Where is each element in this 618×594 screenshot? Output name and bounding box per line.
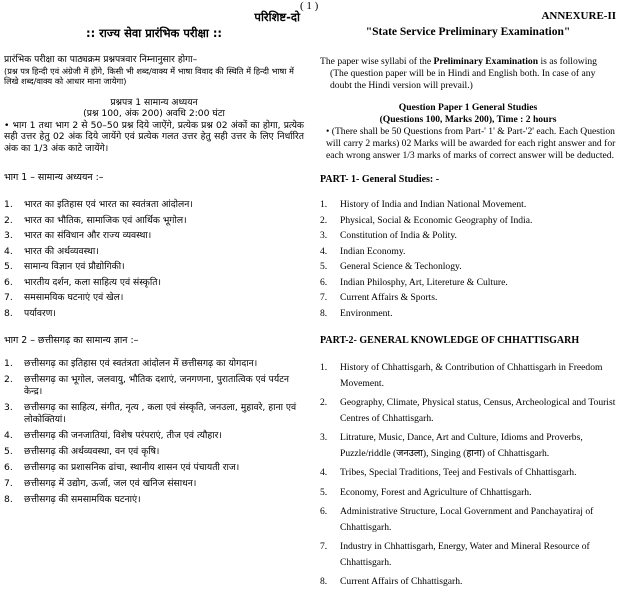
item-text: छत्तीसगढ़ की जनजातियां, विशेष परंपराएं, तीज एवं त्यौहार। bbox=[24, 430, 222, 441]
item-text: पर्यावरण। bbox=[24, 307, 56, 319]
intro-english-pre: The paper wise syllabi of the bbox=[320, 56, 434, 67]
item-text: समसामयिक घटनाएं एवं खेल। bbox=[24, 292, 124, 303]
item-number: 8. bbox=[4, 494, 13, 505]
part1-hindi-item bbox=[4, 197, 304, 213]
item-text: Current Affairs of Chhattisgarh. bbox=[340, 576, 463, 587]
part2-english-item bbox=[320, 430, 616, 461]
paper-title-english: Question Paper 1 General Studies bbox=[398, 102, 538, 113]
item-text: भारत का इतिहास एवं भारत का स्वतंत्रता आंदोलन। bbox=[24, 199, 193, 210]
part2-list-english bbox=[320, 360, 616, 590]
item-number: 6. bbox=[320, 506, 328, 517]
item-text: General Science & Techonlogy. bbox=[340, 261, 462, 272]
part1-english-item bbox=[320, 259, 616, 275]
item-number: 6. bbox=[320, 276, 328, 288]
item-text: छत्तीसगढ़ का भूगोल, जलवायु, भौतिक दशाएं, जनगणना, पुरातात्विक एवं पर्यटन केन्द्र। bbox=[24, 374, 289, 397]
item-number: 2. bbox=[320, 214, 328, 226]
part2-list-hindi bbox=[4, 358, 304, 506]
part1-hindi-item bbox=[4, 259, 304, 275]
item-number: 2. bbox=[4, 214, 13, 226]
item-number: 1. bbox=[4, 199, 13, 210]
item-text: Tribes, Special Traditions, Teej and Festivals of Chhattisgarh. bbox=[340, 467, 577, 478]
part1-hindi-item bbox=[4, 228, 304, 244]
intro-hindi: प्रारंभिक परीक्षा का पाठ्यक्रम प्रश्नपत्रवार निम्नानुसार होगा– bbox=[4, 54, 198, 65]
item-number: 6. bbox=[4, 462, 13, 473]
part1-english-item bbox=[320, 306, 616, 322]
item-text: Litrature, Music, Dance, Art and Culture, Idioms and Proverbs, Puzzle/riddle (जनउला), Singing (हाना) of Chhattisgarh. bbox=[340, 432, 583, 459]
item-text: भारत का भौतिक, सामाजिक एवं आर्थिक भूगोल। bbox=[24, 214, 187, 226]
intro-note-hindi: (प्रश्न पत्र हिन्दी एवं अंग्रेजी में होंगे, किसी भी शब्द/वाक्य में भाषा विवाद की स्थिति में हिन्दी भाषा में लिखे शब्द/वाक्य को आधार माना जायेगा) bbox=[4, 65, 294, 86]
intro-english-post: is as following bbox=[538, 56, 597, 67]
item-text: Geography, Climate, Physical status, Census, Archeological and Tourist Centres of Chhattisgarh. bbox=[340, 397, 616, 424]
item-number: 4. bbox=[4, 245, 13, 257]
hindi-column bbox=[4, 10, 304, 510]
part1-hindi-item bbox=[4, 275, 304, 291]
part1-heading-hindi: भाग 1 – सामान्य अध्ययन :– bbox=[4, 172, 104, 183]
item-number: 1. bbox=[320, 362, 328, 373]
item-text: History of India and Indian National Movement. bbox=[340, 199, 527, 210]
item-number: 5. bbox=[320, 261, 328, 272]
part2-english-item bbox=[320, 360, 616, 391]
part2-english-item bbox=[320, 395, 616, 426]
annexure-label-hindi: परिशिष्ट-दो bbox=[254, 10, 300, 24]
part1-hindi-item bbox=[4, 213, 304, 229]
item-text: Current Affairs & Sports. bbox=[340, 292, 438, 303]
item-number: 4. bbox=[320, 245, 328, 257]
part1-english-item bbox=[320, 244, 616, 260]
part2-heading-hindi: भाग 2 – छत्तीसगढ़ का सामान्य ज्ञान :– bbox=[4, 335, 139, 346]
item-number: 1. bbox=[320, 199, 328, 210]
part2-hindi-item bbox=[4, 478, 304, 490]
item-number: 5. bbox=[4, 261, 13, 272]
item-text: भारत का संविधान और राज्य व्यवस्था। bbox=[24, 230, 152, 241]
part2-hindi-item bbox=[4, 462, 304, 474]
part2-english-item bbox=[320, 465, 616, 481]
exam-title-english: "State Service Preliminary Examination" bbox=[365, 26, 571, 38]
part2-hindi-item bbox=[4, 446, 304, 458]
english-column bbox=[320, 10, 616, 594]
part1-hindi-item bbox=[4, 306, 304, 322]
part2-english-item bbox=[320, 485, 616, 501]
item-number: 7. bbox=[4, 292, 13, 303]
page-number: ( 1 ) bbox=[300, 0, 319, 12]
part2-english-item bbox=[320, 574, 616, 590]
part1-heading-english: PART- 1- General Studies: - bbox=[320, 174, 440, 185]
part1-english-item bbox=[320, 197, 616, 213]
item-text: छत्तीसगढ़ का साहित्य, संगीत, नृत्य , कला एवं संस्कृति, जनउला, मुहावरे, हाना एवं लोकोक्तियां। bbox=[24, 402, 297, 425]
part2-heading-english: PART-2- GENERAL KNOWLEDGE OF CHHATTISGARH bbox=[320, 335, 580, 346]
part2-hindi-item bbox=[4, 402, 304, 426]
item-number: 8. bbox=[4, 307, 13, 319]
intro-english-bold: Preliminary Examination bbox=[433, 56, 539, 67]
part1-hindi-item bbox=[4, 244, 304, 260]
part2-english-item bbox=[320, 539, 616, 570]
item-text: Environment. bbox=[340, 307, 393, 319]
item-text: छत्तीसगढ़ में उद्योग, ऊर्जा, जल एवं खनिज संसाधन। bbox=[24, 478, 197, 489]
item-number: 3. bbox=[4, 230, 13, 241]
exam-title-hindi: :: राज्य सेवा प्रारंभिक परीक्षा :: bbox=[85, 26, 223, 40]
paper-title-hindi: प्रश्नपत्र 1 सामान्य अध्ययन bbox=[110, 96, 198, 108]
intro-note-english: (The question paper will be in Hindi and English both. In case of any doubt the Hindi version will prevail.) bbox=[330, 68, 596, 91]
item-text: भारत की अर्थव्यवस्था। bbox=[24, 245, 99, 257]
part2-hindi-item bbox=[4, 494, 304, 506]
marking-scheme-hindi: • भाग 1 तथा भाग 2 से 50–50 प्रश्न दिये जाऐंगे, प्रत्येक प्रश्न 02 अंकों का होगा, प्रत्येक सही उत्तर हेतु 02 अंक दिये जायेंगे एवं प्रत्येक गलत उत्तर हेतु सही उत्तर के लिए निर्धारित अंक का 1/3 अंक काटे जायेंगे। bbox=[4, 119, 304, 154]
intro-english bbox=[320, 56, 616, 68]
item-number: 5. bbox=[4, 446, 13, 457]
item-number: 4. bbox=[320, 467, 328, 478]
paper-sub-hindi: (प्रश्न 100, अंक 200) अवधि 2:00 घंटा bbox=[83, 108, 225, 119]
item-text: सामान्य विज्ञान एवं प्रौद्योगिकी। bbox=[24, 261, 125, 272]
item-number: 5. bbox=[320, 486, 328, 498]
item-text: History of Chhattisgarh, & Contribution of Chhattisgarh in Freedom Movement. bbox=[340, 362, 603, 389]
part1-english-item bbox=[320, 213, 616, 229]
item-number: 2. bbox=[320, 397, 328, 408]
item-text: भारतीय दर्शन, कला साहित्य एवं संस्कृति। bbox=[24, 276, 161, 288]
item-text: Economy, Forest and Agriculture of Chhattisgarh. bbox=[340, 486, 532, 498]
paper-sub-english: (Questions 100, Marks 200), Time : 2 hours bbox=[379, 114, 557, 125]
item-text: छत्तीसगढ़ का प्रशासनिक ढांचा, स्थानीय शासन एवं पंचायती राज। bbox=[24, 462, 240, 473]
annexure-label-english: ANNEXURE-II bbox=[541, 10, 616, 22]
item-text: छत्तीसगढ़ की समसामयिक घटनाएं। bbox=[24, 494, 141, 505]
marking-scheme-english: • (There shall be 50 Questions from Part-' 1' & Part-'2' each. Each Question will carry 2 marks) 02 Marks will be awarded for each right answer and for each wrong answer 1/3 marks of marks of correct answer will be deducted. bbox=[326, 126, 616, 161]
item-text: Physical, Social & Economic Geography of India. bbox=[340, 214, 533, 226]
part1-list-hindi bbox=[4, 197, 304, 321]
item-text: Indian Economy. bbox=[340, 245, 406, 257]
item-text: छत्तीसगढ़ का इतिहास एवं स्वतंत्रता आंदोलन में छत्तीसगढ़ का योगदान। bbox=[24, 358, 258, 369]
part2-hindi-item bbox=[4, 358, 304, 370]
item-number: 4. bbox=[4, 430, 13, 441]
part1-hindi-item bbox=[4, 290, 304, 306]
item-number: 3. bbox=[320, 230, 328, 241]
item-number: 1. bbox=[4, 358, 13, 369]
item-number: 3. bbox=[4, 402, 13, 413]
item-number: 3. bbox=[320, 432, 328, 443]
item-number: 7. bbox=[320, 292, 328, 303]
item-number: 2. bbox=[4, 374, 13, 385]
item-number: 6. bbox=[4, 276, 13, 288]
part1-english-item bbox=[320, 275, 616, 291]
part2-english-item bbox=[320, 504, 616, 535]
item-text: छत्तीसगढ़ की अर्थव्यवस्था, वन एवं कृषि। bbox=[24, 446, 160, 457]
item-number: 7. bbox=[4, 478, 13, 489]
item-text: Industry in Chhattisgarh, Energy, Water and Mineral Resource of Chhattisgarh. bbox=[340, 541, 590, 568]
part1-list-english bbox=[320, 197, 616, 321]
item-text: Administrative Structure, Local Government and Panchayatiraj of Chhattisgarh. bbox=[340, 506, 594, 533]
item-number: 8. bbox=[320, 576, 328, 587]
item-text: Indian Philosphy, Art, Litereture & Culture. bbox=[340, 276, 508, 288]
item-text: Constitution of India & Polity. bbox=[340, 230, 457, 241]
item-number: 8. bbox=[320, 307, 328, 319]
part2-hindi-item bbox=[4, 374, 304, 398]
item-number: 7. bbox=[320, 541, 328, 552]
part2-hindi-item bbox=[4, 430, 304, 442]
part1-english-item bbox=[320, 290, 616, 306]
part1-english-item bbox=[320, 228, 616, 244]
